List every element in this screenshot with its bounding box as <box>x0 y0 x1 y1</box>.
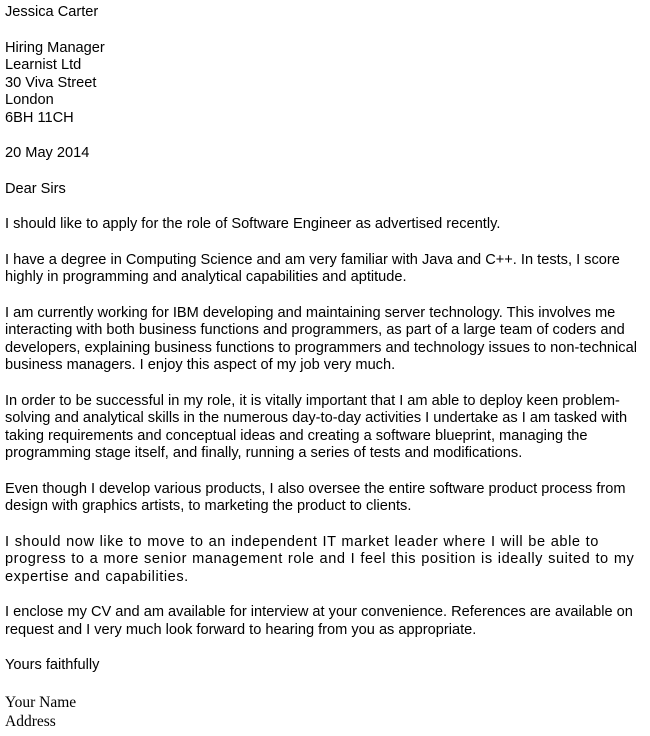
recipient-postcode: 6BH 11CH <box>5 109 74 126</box>
recipient-company: Learnist Ltd <box>5 57 82 73</box>
salutation: Dear Sirs <box>5 180 66 197</box>
paragraph-enclosure: I enclose my CV and am available for interview at your convenience. References are available on request and I very much look forward to hearing from you as appropriate. <box>5 604 633 638</box>
recipient-city: London <box>5 92 54 108</box>
paragraph-intro: I should like to apply for the role of Software Engineer as advertised recently. <box>5 216 501 232</box>
closing: Yours faithfully <box>5 657 100 673</box>
paragraph-product-process: Even though I develop various products, I also oversee the entire software product process from design with graphics artists, to marketing the product to clients. <box>5 480 626 514</box>
sender-name: Jessica Carter <box>5 4 99 20</box>
paragraph-education: I have a degree in Computing Science and am very familiar with Java and C++. In tests, I score highly in programming and analytical capabilities and aptitude. <box>5 251 620 285</box>
paragraph-current-role: I am currently working for IBM developing and maintaining server technology. This involves me interacting with both business functions and programmers, as part of a large team of coders and developers, explaining business functions to programmers and technology issues to non-technical business managers. I enjoy this aspect of my job very much. <box>5 304 637 373</box>
signature-address: Address <box>5 712 56 730</box>
sender-block <box>5 4 647 22</box>
recipient-street: 30 Viva Street <box>5 74 97 91</box>
recipient-address-block <box>5 40 647 128</box>
paragraph-skills: In order to be successful in my role, it is vitally important that I am able to deploy keen problem-solving and analytical skills in the numerous day-to-day activities I undertake as I am tasked with taking requirements and conceptual ideas and creating a software blueprint, managing the programming stage itself, and finally, running a series of tests and modifications. <box>5 392 628 461</box>
letter-date: 20 May 2014 <box>5 145 90 161</box>
recipient-title: Hiring Manager <box>5 39 105 56</box>
signature-name: Your Name <box>5 693 77 711</box>
signature-block <box>5 693 647 731</box>
paragraph-career-goal: I should now like to move to an independent IT market leader where I will be able to progress to a more senior management role and I feel this position is ideally suited to my expertise and capabilities. <box>5 533 635 585</box>
cover-letter <box>5 4 647 731</box>
